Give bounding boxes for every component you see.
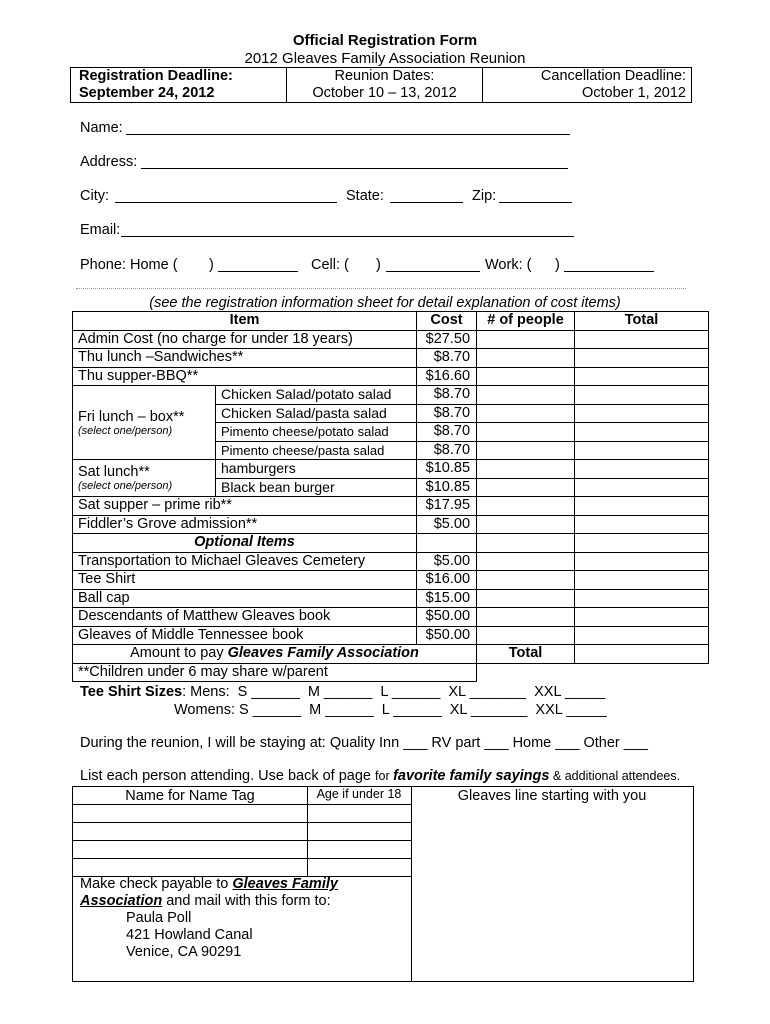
cost-fri-opt2: $8.70 <box>417 404 477 423</box>
tee-sizes-mens-text: : Mens: S ______ M ______ L ______ XL _______ XXL _____ <box>182 684 606 700</box>
item-admin: Admin Cost (no charge for under 18 years) <box>73 330 417 349</box>
see-info-note: (see the registration information sheet for detail explanation of cost items) <box>149 295 621 311</box>
total-sat-opt1[interactable] <box>575 460 709 479</box>
email-field[interactable] <box>121 235 574 237</box>
total-tee[interactable] <box>575 571 709 590</box>
phone-cell-field[interactable] <box>386 270 480 272</box>
phone-work-field[interactable] <box>564 270 654 272</box>
mail-org1: Gleaves Family <box>232 876 338 892</box>
state-field[interactable] <box>390 201 463 203</box>
mail-suffix: and mail with this form to: <box>162 893 331 909</box>
tee-sizes-womens[interactable] <box>80 701 607 719</box>
staying-line[interactable]: During the reunion, I will be staying at: Quality Inn ___ RV part ___ Home ___ Other ___ <box>80 735 648 751</box>
total-cap[interactable] <box>575 589 709 608</box>
people-fri-opt4[interactable] <box>477 441 575 460</box>
address-field[interactable] <box>141 167 568 169</box>
tee-sizes-mens[interactable] <box>80 683 607 701</box>
phone-work-label: Work: ( <box>485 257 532 273</box>
total-transport[interactable] <box>575 552 709 571</box>
cost-fri-opt3: $8.70 <box>417 423 477 442</box>
mail-name: Paula Poll <box>126 910 192 926</box>
total-fri-opt2[interactable] <box>575 404 709 423</box>
list-note-emph: favorite family sayings <box>393 768 550 784</box>
cost-transport: $5.00 <box>417 552 477 571</box>
table-row <box>73 349 709 368</box>
total-header: Total <box>575 312 709 331</box>
total-fri-opt3[interactable] <box>575 423 709 442</box>
total-sat-opt2[interactable] <box>575 478 709 497</box>
people-book1[interactable] <box>477 608 575 627</box>
phone-cell-close: ) <box>376 257 381 273</box>
table-row <box>73 460 709 479</box>
cost-fri-opt4: $8.70 <box>417 441 477 460</box>
sat-lunch-label: Sat lunch** <box>78 464 150 480</box>
zip-label: Zip: <box>472 188 497 204</box>
item-fri-opt1: Chicken Salad/potato salad <box>216 386 417 405</box>
people-transport[interactable] <box>477 552 575 571</box>
gleaves-line-header: Gleaves line starting with you <box>457 788 647 804</box>
table-row <box>73 608 709 627</box>
list-note-suffix: & additional attendees. <box>549 769 681 783</box>
registration-deadline <box>79 68 249 102</box>
total-fri-opt1[interactable] <box>575 386 709 405</box>
children-note-row <box>73 663 709 682</box>
item-thu-supper: Thu supper-BBQ** <box>73 367 417 386</box>
amount-prefix: Amount to pay <box>130 645 228 661</box>
cancellation-deadline-date: October 1, 2012 <box>582 85 686 101</box>
item-sat-supper: Sat supper – prime rib** <box>73 497 417 516</box>
item-fri-opt4: Pimento cheese/pasta salad <box>216 441 417 460</box>
fri-lunch-label: Fri lunch – box** <box>78 408 185 425</box>
tee-sizes-womens-text: Womens: S ______ M ______ L ______ XL _______ XXL _____ <box>174 702 607 718</box>
name-label: Name: <box>80 120 123 136</box>
state-label: State: <box>346 188 384 204</box>
deadline-box <box>70 67 692 103</box>
total-fri-opt4[interactable] <box>575 441 709 460</box>
mail-prefix: Make check payable to <box>80 876 233 892</box>
zip-field[interactable] <box>499 201 572 203</box>
name-tag-header: Name for Name Tag <box>125 788 255 804</box>
dotted-divider <box>76 288 686 290</box>
item-header: Item <box>73 312 417 331</box>
attendee-row-line <box>73 840 411 841</box>
cancellation-deadline-label: Cancellation Deadline: <box>540 68 686 84</box>
table-row <box>73 534 709 553</box>
mail-line1 <box>80 876 338 893</box>
list-note <box>80 768 680 784</box>
item-book1: Descendants of Matthew Gleaves book <box>73 608 417 627</box>
people-book2[interactable] <box>477 626 575 645</box>
email-label: Email: <box>80 222 121 238</box>
cost-header: Cost <box>417 312 477 331</box>
attendee-header-line <box>73 804 411 805</box>
form-subtitle: 2012 Gleaves Family Association Reunion <box>244 50 526 67</box>
item-sat-opt1: hamburgers <box>216 460 417 479</box>
cost-cap: $15.00 <box>417 589 477 608</box>
name-field[interactable] <box>126 133 570 135</box>
item-tee: Tee Shirt <box>73 571 417 590</box>
cost-sat-opt2: $10.85 <box>417 478 477 497</box>
fri-lunch-cell <box>73 386 216 460</box>
cost-book2: $50.00 <box>417 626 477 645</box>
cancellation-deadline <box>481 68 686 102</box>
attendee-row-line <box>73 858 411 859</box>
people-sat-opt2[interactable] <box>477 478 575 497</box>
people-thu-lunch[interactable] <box>477 349 575 368</box>
mail-instructions <box>80 876 338 961</box>
item-fiddler: Fiddler’s Grove admission** <box>73 515 417 534</box>
table-row <box>73 571 709 590</box>
item-sat-opt2: Black bean burger <box>216 478 417 497</box>
mail-org2: Association <box>80 893 163 909</box>
people-fri-opt1[interactable] <box>477 386 575 405</box>
optional-items-header: Optional Items <box>73 534 417 553</box>
cost-fiddler: $5.00 <box>417 515 477 534</box>
age-header: Age if under 18 <box>316 787 402 801</box>
attendee-col-divider-2 <box>411 787 412 981</box>
item-fri-opt3: Pimento cheese/potato salad <box>216 423 417 442</box>
address-label: Address: <box>80 154 138 170</box>
mail-city: Venice, CA 90291 <box>126 944 242 960</box>
reunion-dates-value: October 10 – 13, 2012 <box>312 85 457 101</box>
children-note: **Children under 6 may share w/parent <box>73 663 477 682</box>
table-row <box>73 330 709 349</box>
list-note-prefix: List each person attending. Use back of page <box>80 768 376 784</box>
form-title: Official Registration Form <box>292 32 478 49</box>
cost-admin: $27.50 <box>417 330 477 349</box>
phone-cell-label: Cell: ( <box>311 257 349 273</box>
people-thu-supper[interactable] <box>477 367 575 386</box>
city-field[interactable] <box>115 201 337 203</box>
table-row <box>73 515 709 534</box>
city-label: City: <box>80 188 109 204</box>
cost-table <box>72 311 709 682</box>
amount-total-label: Total <box>477 645 575 664</box>
registration-deadline-date: September 24, 2012 <box>79 85 215 101</box>
total-thu-lunch[interactable] <box>575 349 709 368</box>
item-book2: Gleaves of Middle Tennessee book <box>73 626 417 645</box>
total-book2[interactable] <box>575 626 709 645</box>
tee-sizes-label: Tee Shirt Sizes <box>80 684 183 700</box>
amount-org: Gleaves Family Association <box>227 645 419 661</box>
phone-home-label: Phone: Home ( <box>80 257 178 273</box>
item-cap: Ball cap <box>73 589 417 608</box>
amount-row <box>73 645 709 664</box>
table-row <box>73 589 709 608</box>
cost-thu-lunch: $8.70 <box>417 349 477 368</box>
attendee-row-line <box>73 822 411 823</box>
tee-sizes <box>80 683 607 719</box>
total-book1[interactable] <box>575 608 709 627</box>
table-row <box>73 386 709 405</box>
people-fiddler[interactable] <box>477 515 575 534</box>
sat-lunch-cell <box>73 460 216 497</box>
people-tee[interactable] <box>477 571 575 590</box>
people-cap[interactable] <box>477 589 575 608</box>
table-row <box>73 552 709 571</box>
table-row <box>73 626 709 645</box>
item-fri-opt2: Chicken Salad/pasta salad <box>216 404 417 423</box>
cost-tee: $16.00 <box>417 571 477 590</box>
people-admin[interactable] <box>477 330 575 349</box>
people-sat-opt1[interactable] <box>477 460 575 479</box>
phone-home-close: ) <box>209 257 214 273</box>
people-header: # of people <box>477 312 575 331</box>
item-transport: Transportation to Michael Gleaves Cemetery <box>73 552 417 571</box>
phone-work-close: ) <box>555 257 560 273</box>
list-note-for: for <box>375 769 394 783</box>
reunion-dates <box>286 68 483 102</box>
cost-sat-supper: $17.95 <box>417 497 477 516</box>
mail-street: 421 Howland Canal <box>126 927 253 943</box>
table-header-row <box>73 312 709 331</box>
total-thu-supper[interactable] <box>575 367 709 386</box>
reunion-dates-label: Reunion Dates: <box>334 68 435 84</box>
people-fri-opt2[interactable] <box>477 404 575 423</box>
registration-deadline-label: Registration Deadline: <box>79 68 233 84</box>
cost-thu-supper: $16.60 <box>417 367 477 386</box>
mail-line2 <box>80 893 338 910</box>
amount-to-pay <box>73 645 477 664</box>
amount-total-field[interactable] <box>575 645 709 664</box>
total-fiddler[interactable] <box>575 515 709 534</box>
cost-fri-opt1: $8.70 <box>417 386 477 405</box>
total-sat-supper[interactable] <box>575 497 709 516</box>
item-thu-lunch: Thu lunch –Sandwiches** <box>73 349 417 368</box>
table-row <box>73 497 709 516</box>
fri-lunch-note: (select one/person) <box>78 424 173 437</box>
total-admin[interactable] <box>575 330 709 349</box>
cost-book1: $50.00 <box>417 608 477 627</box>
people-sat-supper[interactable] <box>477 497 575 516</box>
table-row <box>73 367 709 386</box>
people-fri-opt3[interactable] <box>477 423 575 442</box>
cost-sat-opt1: $10.85 <box>417 460 477 479</box>
sat-lunch-note: (select one/person) <box>78 480 173 492</box>
phone-home-field[interactable] <box>218 270 298 272</box>
